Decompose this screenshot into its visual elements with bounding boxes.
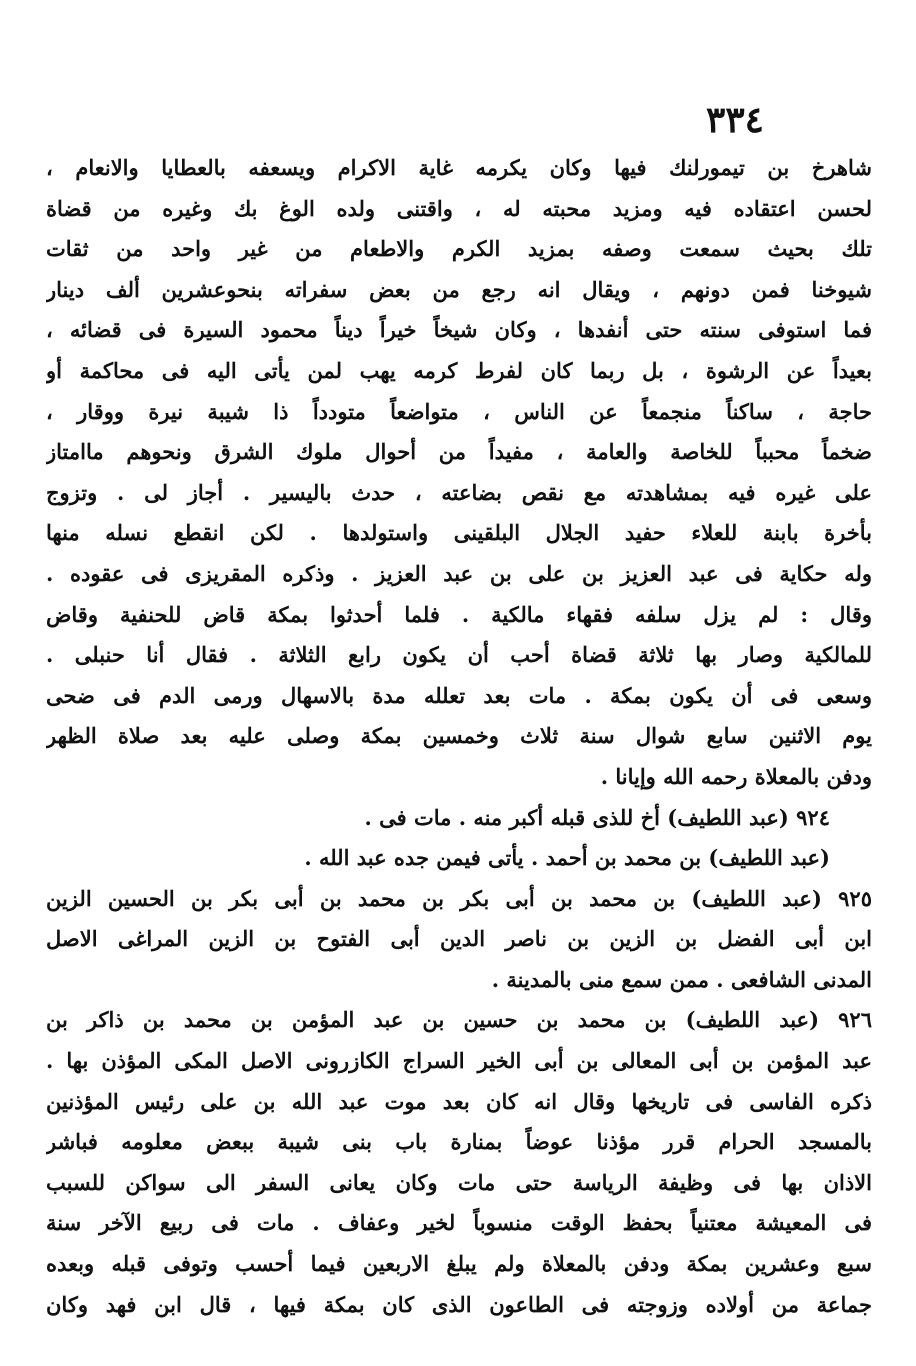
text-line: بأخرة بابنة للعلاء حفيد الجلال البلقينى واستولدها . لكن انقطع نسله منها [46,520,872,546]
text-line: ٩٢٥ (عبد اللطيف) بن محمد بن أبى بكر بن محمد بن أبى بكر بن الحسين الزين [46,885,872,911]
text-line: المدنى الشافعى . ممن سمع منى بالمدينة . [491,966,872,992]
body-text [46,148,872,1325]
text-line: وقال : لم يزل سلفه فقهاء مالكية . فلما أحدثوا بمكة قاض للحنفية وقاض [46,601,872,627]
text-line: لحسن اعتقاده فيه ومزيد محبته له ، واقتنى ولده الوغ بك وغيره من قضاة [46,195,872,221]
text-line: ٩٢٦ (عبد اللطيف) بن محمد بن حسين بن عبد المؤمن بن محمد بن ذاكر بن [46,1007,872,1033]
text-line: (عبد اللطيف) بن محمد بن أحمد . يأتى فيمن جده عبد الله . [304,845,830,871]
text-line: شيوخنا فمن دونهم ، ويقال انه رجع من بعض سفراته بنحوعشرين ألف دينار [46,276,872,302]
text-line: بعيداً عن الرشوة ، بل ربما كان لفرط كرمه يهب لمن يأتى اليه فى محاكمة أو [46,357,872,383]
text-line: عبد المؤمن بن أبى المعالى بن أبى الخير السراج الكازرونى الاصل المكى المؤذن بها . [46,1048,872,1074]
text-line: ابن أبى الفضل بن الزين بن ناصر الدين أبى الفتوح بن الزين المراغى الاصل [46,926,872,952]
text-line: تلك بحيث سمعت وصفه بمزيد الكرم والاطعام من غير واحد من ثقات [46,236,872,262]
text-line: يوم الاثنين سابع شوال سنة ثلاث وخمسين بمكة وصلى عليه بعد صلاة الظهر [46,723,872,749]
page-number: ٣٣٤ [705,99,764,141]
text-line: ٩٢٤ (عبد اللطيف) أخ للذى قبله أكبر منه . مات فى . [364,804,830,830]
text-line: وله حكاية فى عبد العزيز بن على بن عبد العزيز . وذكره المقريزى فى عقوده . [46,560,872,586]
text-line: وسعى فى أن يكون بمكة . مات بعد تعلله مدة بالاسهال ورمى الدم فى ضحى [46,682,872,708]
text-line: الاذان بها فى وظيفة الرياسة حتى مات وكان يعانى السفر الى سواكن للسبب [46,1169,872,1195]
text-line: ودفن بالمعلاة رحمه الله وإيانا . [600,763,872,789]
text-line: شاهرخ بن تيمورلنك فيها وكان يكرمه غاية الاكرام ويسعفه بالعطايا والانعام ، [46,155,872,180]
text-line: على غيره فيه بمشاهدته مع نقص بضاعته ، حدث باليسير . أجاز لى . وتزوج [46,479,872,505]
text-line: للمالكية وصار بها ثلاثة قضاة أحب أن يكون رابع الثلاثة . فقال أنا حنبلى . [46,642,872,668]
text-line: فى المعيشة معتنياً بحفظ الوقت منسوباً لخير وعفاف . مات فى ربيع الآخر سنة [46,1210,872,1236]
text-line: سبع وعشرين بمكة ودفن بالمعلاة ولم يبلغ الاربعين فيما أحسب وتوفى قبله وبعده [46,1251,872,1277]
text-line: فما استوفى سنته حتى أنفدها ، وكان شيخاً خيراً ديناً محمود السيرة فى قضائه ، [46,317,872,343]
text-line: ذكره الفاسى فى تاريخها وقال انه كان بعد موت عبد الله بن على رئيس المؤذنين [46,1088,872,1114]
text-line: جماعة من أولاده وزوجته فى الطاعون الذى كان بمكة فيها ، قال ابن فهد وكان [46,1291,872,1317]
text-line: ضخماً محبباً للخاصة والعامة ، مفيداً من أحوال ملوك الشرق ونحوهم ماامتاز [46,439,872,465]
text-line: حاجة ، ساكناً منجمعاً عن الناس ، متواضعاً متودداً ذا شيبة نيرة ووقار ، [46,398,872,424]
text-line: بالمسجد الحرام قرر مؤذنا عوضاً بمنارة باب بنى شيبة ببعض معلومه فباشر [46,1129,872,1155]
